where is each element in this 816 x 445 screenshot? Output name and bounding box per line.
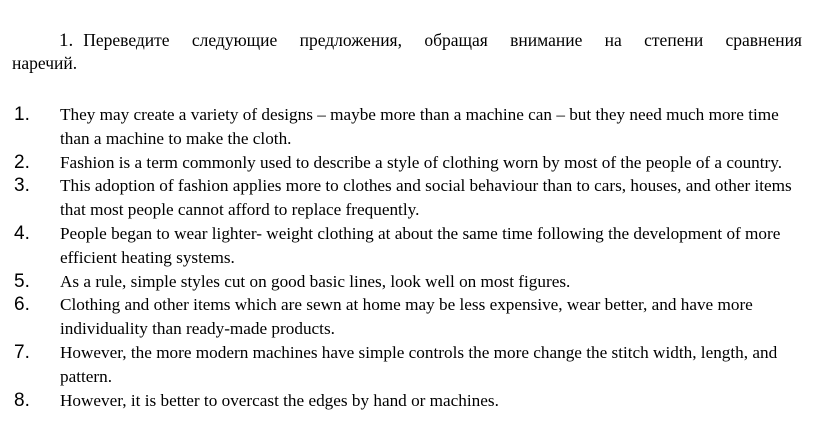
list-item: [14, 293, 804, 341]
list-item: [14, 174, 804, 222]
list-item: [14, 103, 804, 151]
item-number: 2.: [14, 151, 30, 173]
item-text: As a rule, simple styles cut on good basic lines, look well on most figures.: [60, 271, 571, 291]
list-item: [14, 270, 804, 294]
item-text: Fashion is a term commonly used to describe a style of clothing worn by most of the people of a country.: [60, 152, 783, 172]
item-number: 4.: [14, 222, 30, 244]
item-text: However, the more modern machines have simple controls the more change the stitch width, length, and pattern.: [60, 342, 778, 386]
task-text-line1: Переведите следующие предложения, обращая внимание на степени сравнения: [83, 30, 802, 50]
item-number: 5.: [14, 270, 30, 292]
item-number: 1.: [14, 104, 30, 125]
list-item: [14, 341, 804, 389]
sentence-list: [14, 103, 804, 412]
item-number: 8.: [14, 389, 30, 411]
item-text: This adoption of fashion applies more to clothes and social behaviour than to cars, houses, and other items that most people cannot afford to replace frequently.: [60, 176, 792, 220]
item-text: Clothing and other items which are sewn at home may be less expensive, wear better, and have more individuality than ready-made products.: [60, 295, 753, 339]
item-number: 7.: [14, 341, 30, 363]
item-text: However, it is better to overcast the edges by hand or machines.: [60, 390, 499, 410]
item-number: 6.: [14, 294, 30, 316]
task-instruction: [12, 29, 802, 75]
task-number: 1.: [59, 30, 74, 51]
item-number: 3.: [14, 175, 30, 197]
task-instruction-line1: [12, 29, 802, 52]
item-text: They may create a variety of designs – maybe more than a machine can – but they need much more time than a machine to make the cloth.: [60, 105, 779, 148]
task-text-line2: наречий.: [12, 53, 78, 73]
list-item: [14, 151, 804, 175]
list-item: [14, 389, 804, 413]
list-item: [14, 222, 804, 270]
item-text: People began to wear lighter- weight clothing at about the same time following the development of more efficient heating systems.: [60, 223, 781, 267]
